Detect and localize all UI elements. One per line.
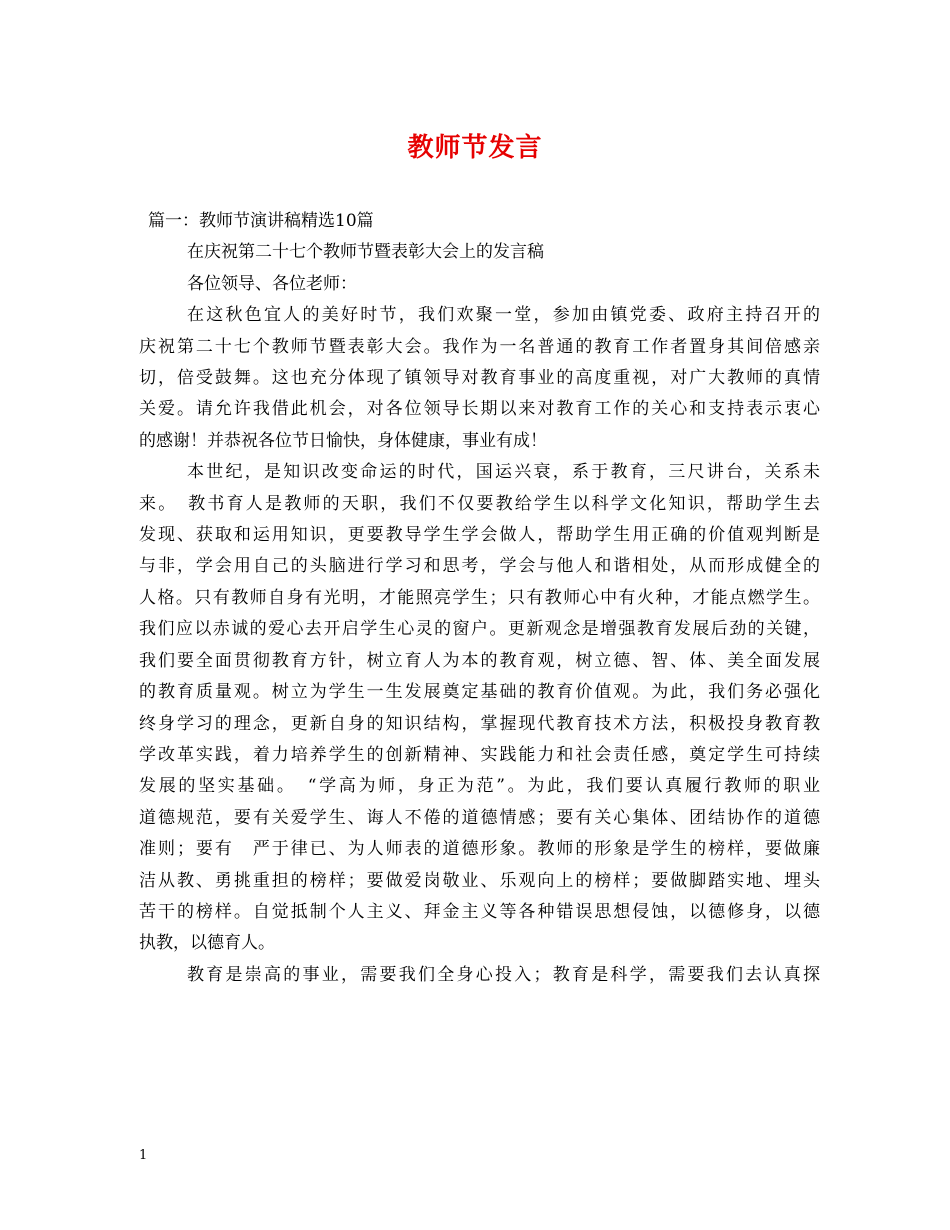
paragraph-line: 关爱。请允许我借此机会，对各位领导长期以来对教育工作的关心和支持表示衷心 [139,399,820,420]
paragraph-line: 人格。只有教师自身有光明，才能照亮学生；只有教师心中有火种，才能点燃学生。 [139,587,820,608]
paragraph-line: 学改革实践，着力培养学生的创新精神、实践能力和社会责任感，奠定学生可持续 [139,744,820,765]
paragraph-line: 执教，以德育人。 [139,933,275,954]
paragraph-line: 我们应以赤诚的爱心去开启学生心灵的窗户。更新观念是增强教育发展后劲的关键， [139,619,820,640]
heading-line: 在庆祝第二十七个教师节暨表彰大会上的发言稿 [187,242,544,263]
paragraph-line: 切，倍受鼓舞。这也充分体现了镇领导对教育事业的高度重视，对广大教师的真情 [139,368,820,389]
paragraph-line: 来。 教书育人是教师的天职，我们不仅要教给学生以科学文化知识，帮助学生去 [139,493,820,514]
paragraph-line: 与非，学会用自己的头脑进行学习和思考，学会与他人和谐相处，从而形成健全的 [139,556,820,577]
paragraph-line: 苦干的榜样。自觉抵制个人主义、拜金主义等各种错误思想侵蚀，以德修身，以德 [139,901,820,922]
paragraph-line: 庆祝第二十七个教师节暨表彰大会。我作为一名普通的教育工作者置身其间倍感亲 [139,336,820,357]
paragraph-line: 我们要全面贯彻教育方针，树立育人为本的教育观，树立德、智、体、美全面发展 [139,650,820,671]
paragraph-3 [139,960,820,991]
paragraph-line: 发展的坚实基础。 “学高为师，身正为范”。为此，我们要认真履行教师的职业 [139,776,820,797]
document-body [139,206,820,991]
paragraph-line: 教育是崇高的事业，需要我们全身心投入；教育是科学，需要我们去认真探 [187,964,820,985]
paragraph-1 [139,300,820,457]
paragraph-line: 准则；要有 严于律已、为人师表的道德形象。教师的形象是学生的榜样，要做廉 [139,839,820,860]
paragraph-line: 本世纪，是知识改变命运的时代，国运兴衰，系于教育，三尺讲台，关系未 [187,462,820,483]
page-number: 1 [139,1148,148,1163]
paragraph-line: 的教育质量观。树立为学生一生发展奠定基础的教育价值观。为此，我们务必强化 [139,682,820,703]
paragraph-line: 洁从教、勇挑重担的榜样；要做爱岗敬业、乐观向上的榜样；要做脚踏实地、埋头 [139,870,820,891]
paragraph-line: 发现、获取和运用知识，更要教导学生学会做人，帮助学生用正确的价值观判断是 [139,525,820,546]
document-title: 教师节发言 [407,133,543,163]
paragraph-line: 在这秋色宜人的美好时节，我们欢聚一堂，参加由镇党委、政府主持召开的 [187,305,820,326]
paragraph-line: 道德规范，要有关爱学生、诲人不倦的道德情感；要有关心集体、团结协作的道德 [139,807,820,828]
paragraph-2 [139,457,820,960]
paragraph-line: 终身学习的理念，更新自身的知识结构，掌握现代教育技术方法，积极投身教育教 [139,713,820,734]
paragraph-line: 的感谢！并恭祝各位节日愉快，身体健康，事业有成！ [139,430,547,451]
subtitle-line: 篇一：教师节演讲稿精选10篇 [148,211,374,231]
greeting-line: 各位领导、各位老师： [187,273,357,294]
